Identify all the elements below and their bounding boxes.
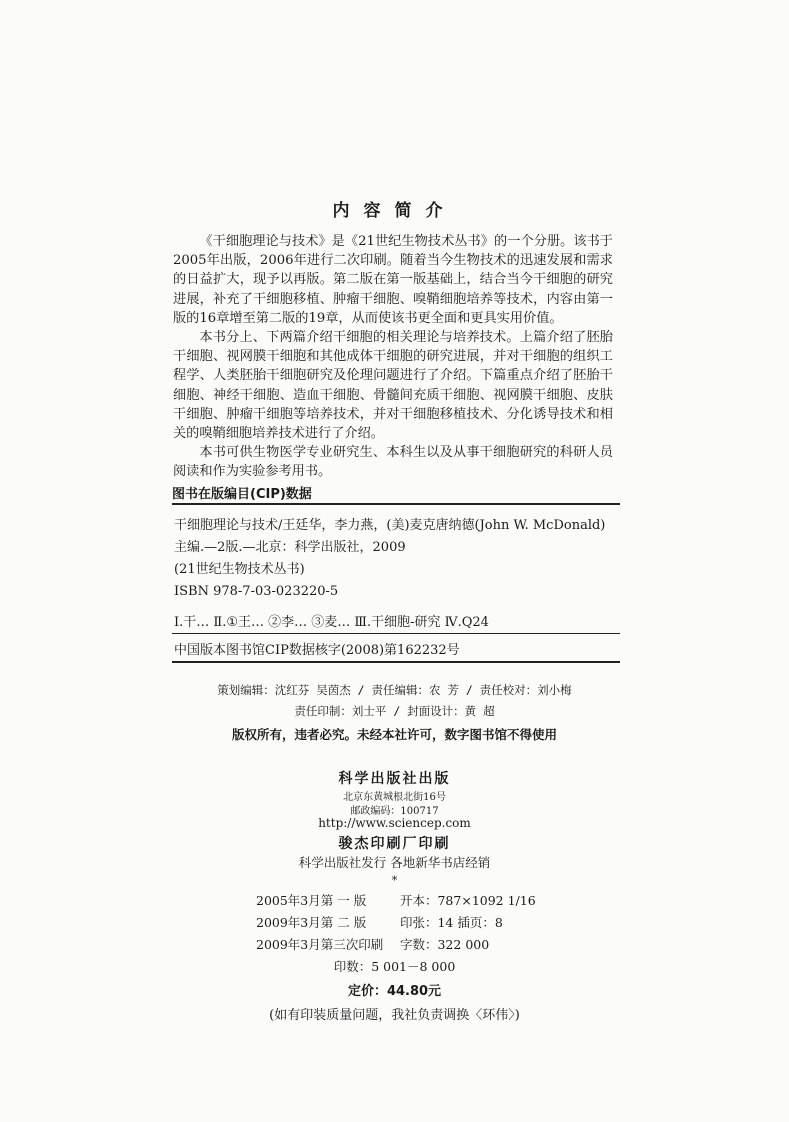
cip-heading: 图书在版编目(CIP)数据 bbox=[172, 487, 312, 502]
cip-line: ISBN 978-7-03-023220-5 bbox=[174, 584, 339, 599]
summary-paragraph: 本书可供生物医学专业研究生、本科生以及从事干细胞研究的科研人员阅读和作为实验参考用书。 bbox=[173, 445, 613, 480]
cip-top-rule bbox=[172, 503, 620, 505]
publisher-url: http://www.sciencep.com bbox=[318, 816, 471, 830]
print-run: 印数：5 001－8 000 bbox=[333, 959, 456, 974]
printer-suffix: 印刷 bbox=[418, 836, 451, 852]
publisher-address: 北京东黄城根北街16号 bbox=[343, 792, 446, 803]
cip-line: 干细胞理论与技术/王廷华，李力燕，(美)麦克唐纳德(John W. McDonald) bbox=[174, 518, 606, 533]
distribution-line: 科学出版社发行 各地新华书店经销 bbox=[298, 855, 491, 870]
copyright-notice: 版权所有，违者必究。未经本社许可，数字图书馆不得使用 bbox=[231, 727, 557, 742]
spec-detail: 印张：14 插页：8 bbox=[399, 915, 503, 930]
publisher-name-text: 科学出版社 bbox=[338, 771, 419, 787]
spec-edition: 2005年3月第 一 版 bbox=[256, 893, 367, 908]
printer-name bbox=[0, 833, 789, 853]
printer-name-text: 骏杰印刷厂 bbox=[338, 836, 419, 852]
separator-star: * bbox=[391, 874, 398, 887]
summary-text bbox=[173, 232, 613, 482]
cip-library-record: 中国版本图书馆CIP数据核字(2008)第162232号 bbox=[174, 643, 460, 658]
spec-row bbox=[256, 913, 503, 931]
cip-line: 主编.—2版.—北京：科学出版社，2009 bbox=[174, 540, 406, 555]
publisher-name bbox=[0, 768, 789, 788]
publisher-suffix: 出版 bbox=[418, 771, 451, 787]
summary-paragraph: 本书分上、下两篇介绍干细胞的相关理论与培养技术。上篇介绍了胚胎干细胞、视网膜干细胞和其他成体干细胞的研究进展，并对干细胞的组织工程学、人类胚胎干细胞研究及伦理问题进行了介绍。下篇重点介绍了胚胎干细胞、神经干细胞、造血干细胞、骨髓间充质干细胞、视网膜干细胞、皮肤干细胞、肿瘤干细胞等培养技术，并对干细胞移植技术、分化诱导技术和相关的嗅鞘细胞培养技术进行了介绍。 bbox=[173, 330, 613, 442]
spec-edition: 2009年3月第三次印刷 bbox=[256, 937, 384, 952]
editors-line: 策划编辑：沈红芬 吴茵杰 / 责任编辑：农 芳 / 责任校对：刘小梅 bbox=[217, 683, 572, 697]
cip-bottom-rule bbox=[172, 661, 620, 663]
summary-title: 内容简介 bbox=[332, 201, 457, 221]
spec-row bbox=[256, 891, 536, 909]
production-line: 责任印制：刘士平 / 封面设计：黄 超 bbox=[294, 704, 495, 718]
spec-detail: 字数：322 000 bbox=[399, 937, 490, 952]
price: 定价：44.80元 bbox=[347, 984, 442, 999]
spec-row bbox=[256, 935, 489, 953]
cip-middle-rule bbox=[172, 633, 620, 634]
summary-paragraph: 《干细胞理论与技术》是《21世纪生物技术丛书》的一个分册。该书于2005年出版，2006年进行二次印刷。随着当今生物技术的迅速发展和需求的日益扩大，现予以再版。第二版在第一版基础上，结合当今干细胞的研究进展，补充了干细胞移植、肿瘤干细胞、嗅鞘细胞培养等技术，内容由第一版的16章增至第二版的19章，从而使该书更全面和更具实用价值。 bbox=[173, 234, 613, 326]
quality-note: (如有印装质量问题，我社负责调换〈环伟〉) bbox=[269, 1008, 520, 1023]
spec-detail: 开本：787×1092 1/16 bbox=[399, 893, 536, 908]
cip-record bbox=[174, 515, 624, 634]
publisher-postcode: 邮政编码：100717 bbox=[350, 806, 439, 817]
cip-line: (21世纪生物技术丛书) bbox=[174, 562, 305, 577]
cip-classification: Ⅰ.干… Ⅱ.①王… ②李… ③麦… Ⅲ.干细胞-研究 Ⅳ.Q24 bbox=[174, 615, 489, 630]
spec-edition: 2009年3月第 二 版 bbox=[256, 915, 367, 930]
